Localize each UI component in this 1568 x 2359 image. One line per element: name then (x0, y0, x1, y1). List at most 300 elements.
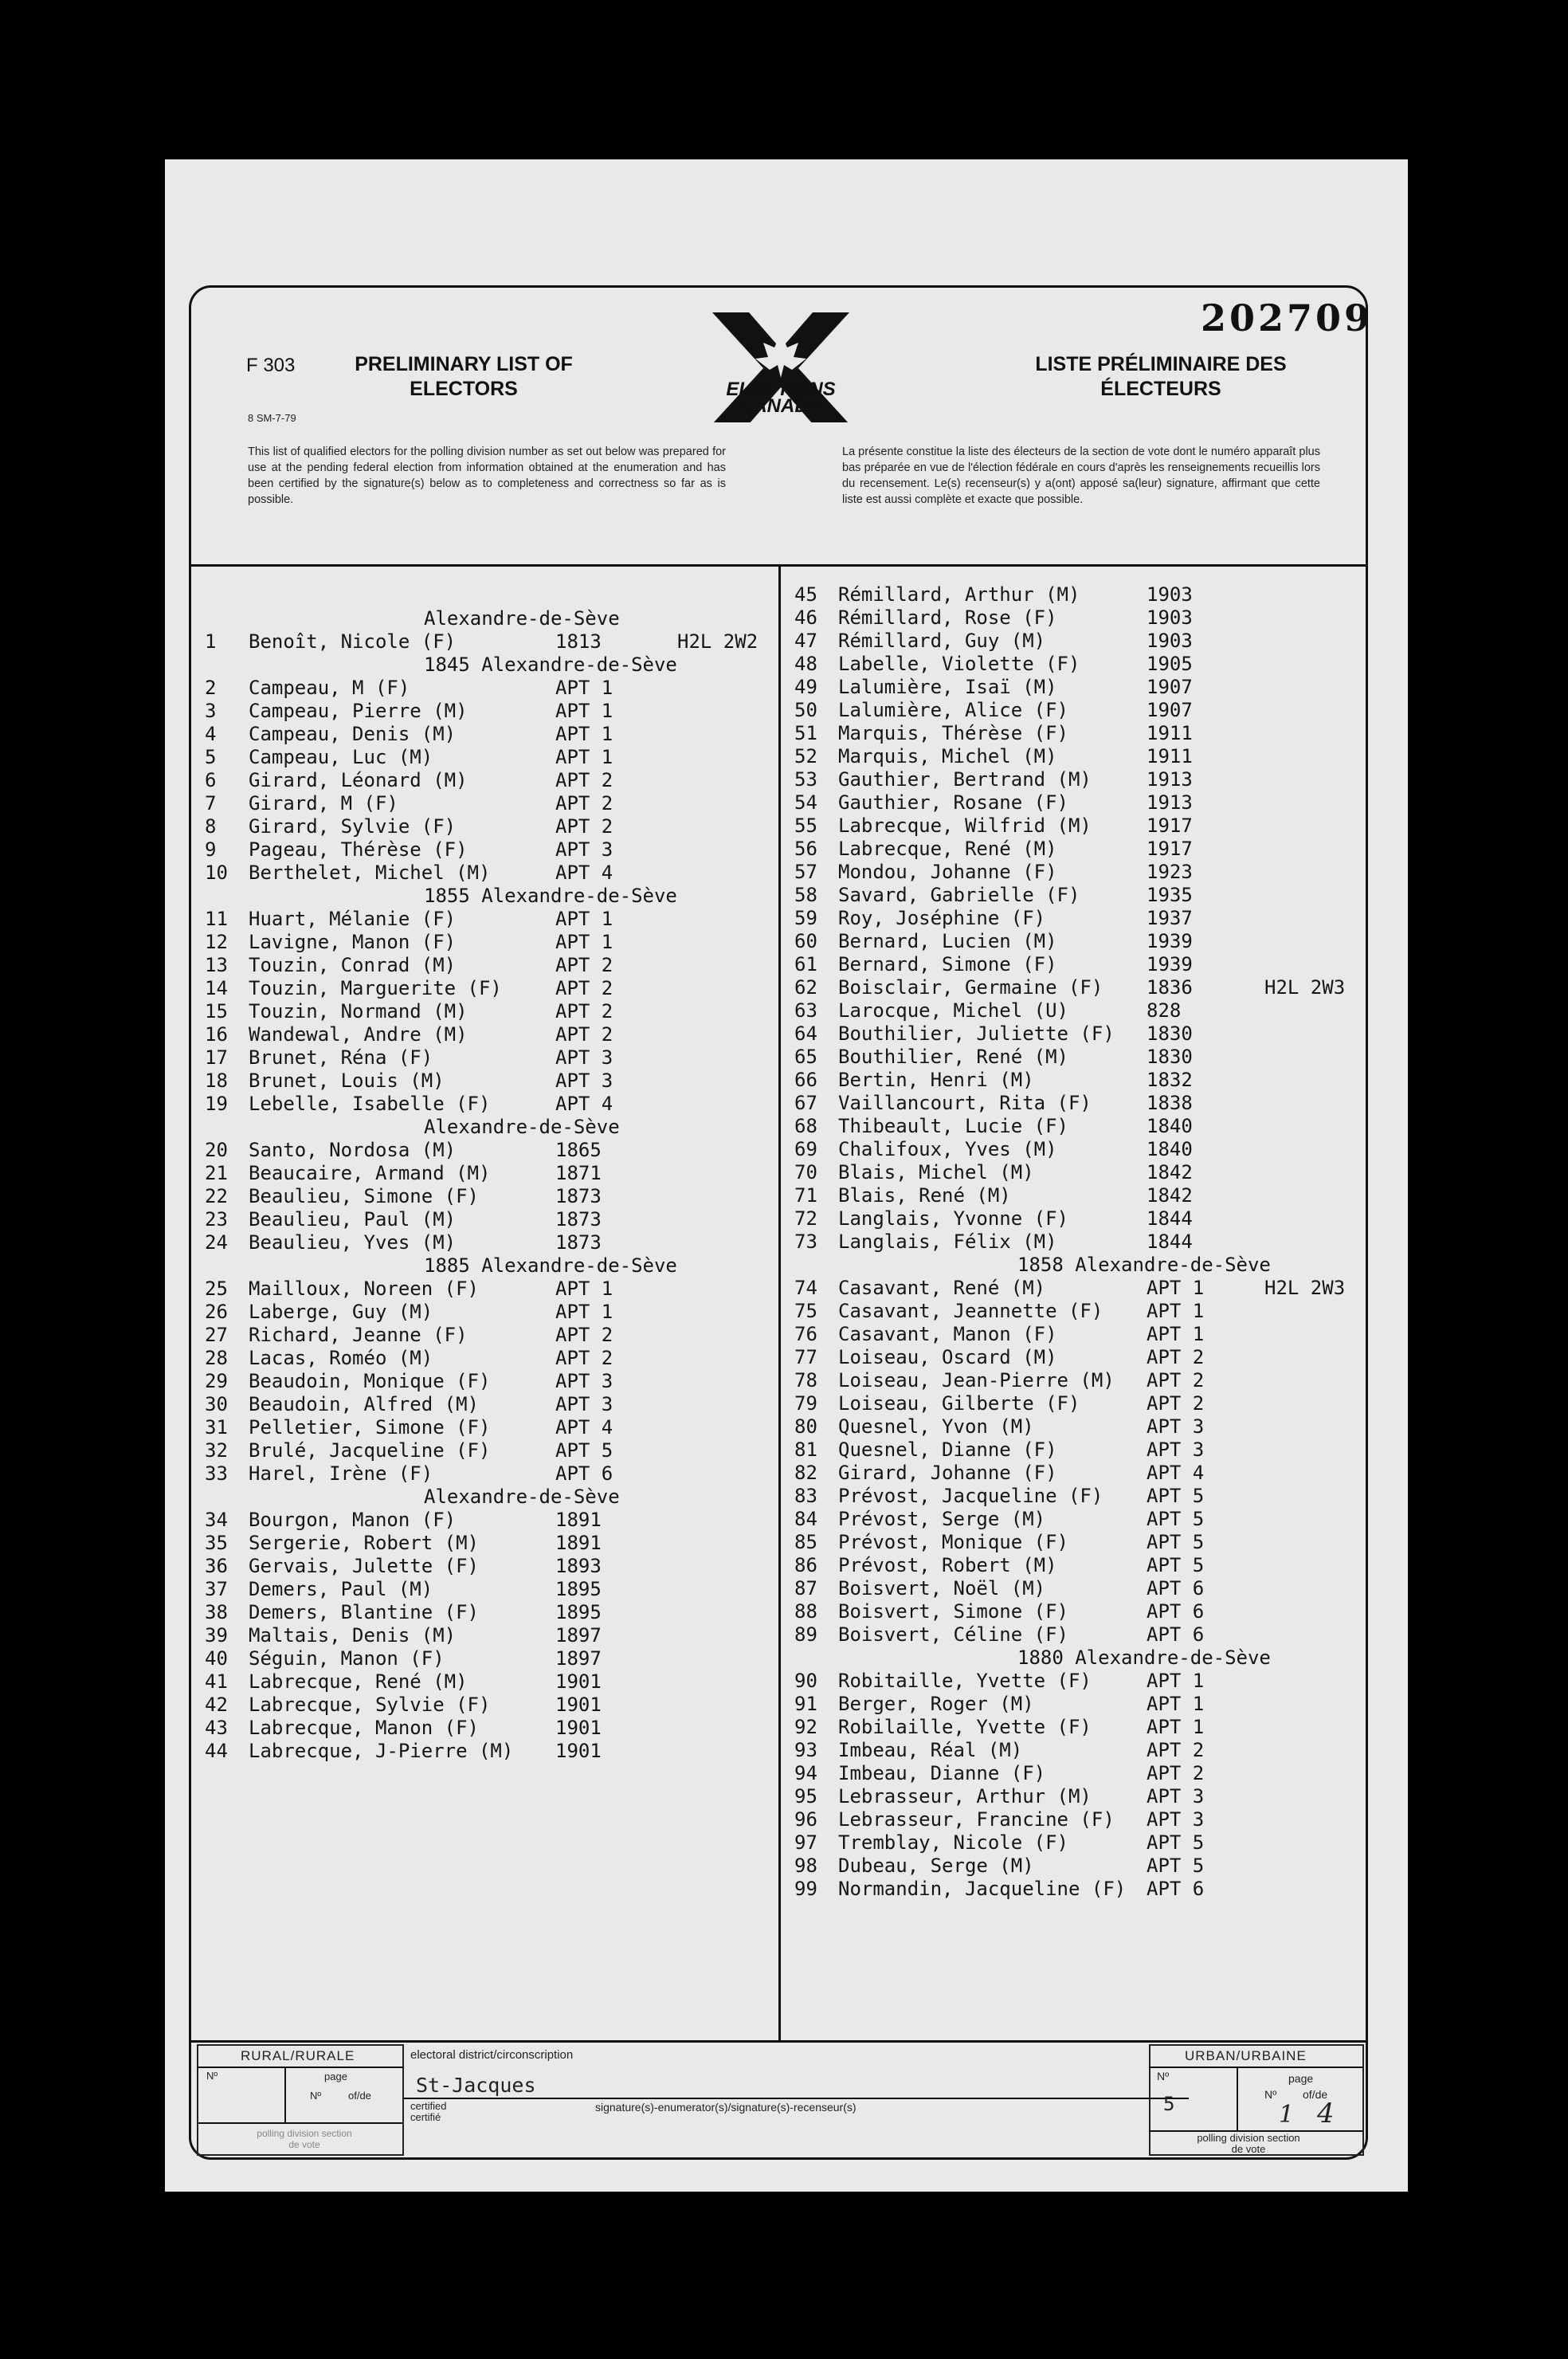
rural-rule-2 (197, 2122, 404, 2124)
urban-polling-label: polling division section de vote (1197, 2132, 1300, 2155)
elector-address: APT 3 (1147, 1808, 1205, 1831)
elector-address: APT 2 (555, 769, 613, 791)
elector-number: 88 (794, 1600, 817, 1623)
elector-name: Touzin, Conrad (M) (249, 954, 457, 976)
district-rule (404, 2098, 1189, 2099)
elector-address: APT 1 (555, 677, 613, 699)
elector-address: APT 3 (1147, 1785, 1205, 1808)
elector-address: APT 1 (1147, 1323, 1205, 1345)
elector-address: APT 1 (1147, 1716, 1205, 1738)
elector-name: Larocque, Michel (U) (838, 999, 1068, 1022)
elector-number: 44 (205, 1740, 228, 1762)
elector-number: 34 (205, 1509, 228, 1531)
elector-address: 1903 (1147, 583, 1193, 606)
elector-address: 1923 (1147, 861, 1193, 883)
elector-address: 1865 (555, 1139, 602, 1161)
elector-name: Campeau, M (F) (249, 677, 410, 699)
elector-name: Lebelle, Isabelle (F) (249, 1093, 491, 1115)
elector-address: APT 3 (555, 1070, 613, 1092)
rural-of-label: of/de (348, 2090, 371, 2102)
document-sheet (165, 159, 1408, 2192)
elector-name: Lavigne, Manon (F) (249, 931, 457, 953)
elector-number: 29 (205, 1370, 228, 1392)
elector-address: 1838 (1147, 1092, 1193, 1114)
serial-number: 202709 (1201, 296, 1374, 340)
elector-number: 79 (794, 1392, 817, 1415)
elector-address: APT 6 (1147, 1600, 1205, 1623)
elector-number: 73 (794, 1231, 817, 1253)
elector-name: Beaudoin, Alfred (M) (249, 1393, 479, 1415)
elector-name: Quesnel, Yvon (M) (838, 1415, 1034, 1438)
elector-number: 75 (794, 1300, 817, 1322)
elector-address: 1907 (1147, 699, 1193, 721)
elector-number: 38 (205, 1601, 228, 1623)
elector-address: APT 3 (555, 1393, 613, 1415)
elector-name: Lacas, Roméo (M) (249, 1347, 433, 1369)
elector-address: 1903 (1147, 606, 1193, 629)
elector-address: 1830 (1147, 1022, 1193, 1045)
postal-code: H2L 2W3 (1264, 1277, 1346, 1299)
elector-address: 1917 (1147, 814, 1193, 837)
elector-address: 1891 (555, 1509, 602, 1531)
elector-address: 1891 (555, 1532, 602, 1554)
street-heading: 1880 Alexandre-de-Sève (1017, 1647, 1271, 1669)
elector-name: Richard, Jeanne (F) (249, 1324, 468, 1346)
elector-name: Séguin, Manon (F) (249, 1647, 445, 1670)
elector-number: 11 (205, 908, 228, 930)
elector-name: Huart, Mélanie (F) (249, 908, 457, 930)
elector-name: Campeau, Denis (M) (249, 723, 457, 745)
elector-number: 16 (205, 1023, 228, 1046)
elector-name: Santo, Nordosa (M) (249, 1139, 457, 1161)
elector-number: 56 (794, 838, 817, 860)
urban-page-value: 1 (1279, 2101, 1295, 2129)
elector-number: 37 (205, 1578, 228, 1600)
elector-number: 22 (205, 1185, 228, 1207)
elector-name: Brulé, Jacqueline (F) (249, 1439, 491, 1462)
elector-name: Rémillard, Rose (F) (838, 606, 1057, 629)
elector-address: APT 2 (555, 1023, 613, 1046)
elector-address: 1840 (1147, 1115, 1193, 1137)
rural-page-label: page (324, 2071, 347, 2082)
elector-name: Tremblay, Nicole (F) (838, 1831, 1068, 1854)
elector-name: Rémillard, Arthur (M) (838, 583, 1080, 606)
elector-name: Prévost, Jacqueline (F) (838, 1485, 1103, 1507)
elector-address: 1911 (1147, 745, 1193, 767)
street-heading: Alexandre-de-Sève (424, 1116, 620, 1138)
elector-address: APT 1 (555, 746, 613, 768)
elector-address: 1917 (1147, 838, 1193, 860)
elector-name: Girard, Sylvie (F) (249, 815, 457, 838)
elector-address: APT 2 (1147, 1369, 1205, 1391)
urban-of-label: of/de (1303, 2088, 1328, 2101)
rural-page-no-label: Nº (310, 2090, 322, 2102)
elector-row (165, 1808, 1205, 1831)
elector-address: 1842 (1147, 1184, 1193, 1207)
elector-address: APT 2 (555, 815, 613, 838)
elector-name: Loiseau, Oscard (M) (838, 1346, 1057, 1368)
district-value: St-Jacques (416, 2074, 536, 2097)
elector-address: 1937 (1147, 907, 1193, 929)
elector-number: 27 (205, 1324, 228, 1346)
elector-number: 93 (794, 1739, 817, 1761)
elector-number: 97 (794, 1831, 817, 1854)
elector-name: Casavant, Jeannette (F) (838, 1300, 1103, 1322)
elector-name: Harel, Irène (F) (249, 1462, 433, 1485)
elector-address: APT 5 (1147, 1508, 1205, 1530)
elector-number: 51 (794, 722, 817, 744)
elector-name: Touzin, Marguerite (F) (249, 977, 502, 999)
elector-number: 96 (794, 1808, 817, 1831)
elector-address: APT 6 (1147, 1623, 1205, 1646)
postal-code: H2L 2W2 (677, 630, 759, 653)
elector-name: Labrecque, René (M) (838, 838, 1057, 860)
elector-name: Campeau, Pierre (M) (249, 700, 468, 722)
rural-split (284, 2067, 286, 2122)
elector-name: Bourgon, Manon (F) (249, 1509, 457, 1531)
elector-name: Bernard, Lucien (M) (838, 930, 1057, 952)
elector-name: Prévost, Robert (M) (838, 1554, 1057, 1576)
elector-row (165, 1647, 602, 1670)
elector-number: 90 (794, 1670, 817, 1692)
elector-name: Boisvert, Noël (M) (838, 1577, 1046, 1599)
elector-name: Demers, Blantine (F) (249, 1601, 479, 1623)
elector-name: Demers, Paul (M) (249, 1578, 433, 1600)
elector-number: 76 (794, 1323, 817, 1345)
elector-number: 62 (794, 976, 817, 999)
elector-number: 63 (794, 999, 817, 1022)
elector-number: 42 (205, 1694, 228, 1716)
elector-number: 67 (794, 1092, 817, 1114)
elector-name: Girard, Johanne (F) (838, 1462, 1057, 1484)
elector-address: APT 4 (555, 1093, 613, 1115)
elector-row (165, 1785, 1205, 1808)
elector-name: Boisvert, Simone (F) (838, 1600, 1068, 1623)
elector-row (165, 583, 1193, 606)
elector-name: Berthelet, Michel (M) (249, 862, 491, 884)
elector-name: Gauthier, Rosane (F) (838, 791, 1068, 814)
elector-address: APT 1 (555, 1278, 613, 1300)
elector-number: 77 (794, 1346, 817, 1368)
elector-name: Prévost, Serge (M) (838, 1508, 1046, 1530)
elector-row (165, 1878, 1205, 1900)
elector-address: 1893 (555, 1555, 602, 1577)
certified-label: certified certifié (410, 2100, 447, 2123)
elector-address: APT 4 (555, 1416, 613, 1439)
elector-number: 4 (205, 723, 217, 745)
elector-address: APT 2 (555, 792, 613, 814)
elector-address: APT 2 (1147, 1392, 1205, 1415)
elector-name: Labrecque, Sylvie (F) (249, 1694, 491, 1716)
elector-number: 82 (794, 1462, 817, 1484)
elector-number: 3 (205, 700, 217, 722)
elector-address: APT 5 (1147, 1531, 1205, 1553)
elector-number: 72 (794, 1207, 817, 1230)
elector-address: 1913 (1147, 768, 1193, 791)
elector-address: APT 1 (1147, 1670, 1205, 1692)
elector-name: Thibeault, Lucie (F) (838, 1115, 1068, 1137)
elector-name: Lebrasseur, Francine (F) (838, 1808, 1115, 1831)
elector-address: 1901 (555, 1740, 602, 1762)
elector-name: Pageau, Thérèse (F) (249, 838, 468, 861)
elector-name: Casavant, René (M) (838, 1277, 1046, 1299)
elector-name: Boisvert, Céline (F) (838, 1623, 1068, 1646)
elector-number: 49 (794, 676, 817, 698)
elector-name: Maltais, Denis (M) (249, 1624, 457, 1647)
form-number: F 303 (246, 355, 296, 376)
elector-name: Quesnel, Dianne (F) (838, 1439, 1057, 1461)
elector-number: 68 (794, 1115, 817, 1137)
elector-number: 83 (794, 1485, 817, 1507)
elector-number: 15 (205, 1000, 228, 1022)
elector-address: APT 5 (1147, 1831, 1205, 1854)
intro-french: La présente constitue la liste des électeurs de la section de vote dont le numéro apparaît plus bas préparée en vue de l'élection fédérale en cours d'après les renseignements recueillis lors du recensement. Le(s) recenseur(s) y a(ont) apposé sa(leur) signature, affirmant que cette liste est aussi complète et exacte que possible. (842, 446, 1320, 506)
elector-name: Langlais, Yvonne (F) (838, 1207, 1068, 1230)
elector-name: Lebrasseur, Arthur (M) (838, 1785, 1092, 1808)
elector-number: 60 (794, 930, 817, 952)
street-heading: 1845 Alexandre-de-Sève (424, 654, 677, 676)
elector-number: 2 (205, 677, 217, 699)
elector-name: Labrecque, Wilfrid (M) (838, 814, 1092, 837)
elector-address: 1895 (555, 1578, 602, 1600)
elector-name: Casavant, Manon (F) (838, 1323, 1057, 1345)
elector-number: 65 (794, 1046, 817, 1068)
column-divider (778, 564, 781, 2040)
elector-address: APT 2 (555, 1000, 613, 1022)
elector-number: 36 (205, 1555, 228, 1577)
elector-name: Lalumière, Isaï (M) (838, 676, 1057, 698)
elector-number: 1 (205, 630, 217, 653)
elector-address: 1840 (1147, 1138, 1193, 1160)
elector-number: 18 (205, 1070, 228, 1092)
elector-number: 89 (794, 1623, 817, 1646)
elector-number: 32 (205, 1439, 228, 1462)
elector-address: APT 5 (1147, 1855, 1205, 1877)
elector-name: Beaulieu, Simone (F) (249, 1185, 479, 1207)
elector-number: 99 (794, 1878, 817, 1900)
elector-address: APT 1 (555, 723, 613, 745)
urban-label: URBAN/URBAINE (1185, 2048, 1307, 2063)
elector-number: 57 (794, 861, 817, 883)
urban-no-label: Nº (1157, 2070, 1170, 2082)
urban-page-label: page (1288, 2072, 1314, 2085)
elector-address: 1901 (555, 1717, 602, 1739)
elector-number: 33 (205, 1462, 228, 1485)
elector-address: 1901 (555, 1694, 602, 1716)
elector-name: Roy, Joséphine (F) (838, 907, 1046, 929)
elector-address: APT 1 (1147, 1693, 1205, 1715)
elector-name: Gauthier, Bertrand (M) (838, 768, 1092, 791)
district-label: electoral district/circonscription (410, 2048, 574, 2062)
elector-number: 35 (205, 1532, 228, 1554)
elector-number: 50 (794, 699, 817, 721)
elector-number: 78 (794, 1369, 817, 1391)
elector-address: 1935 (1147, 884, 1193, 906)
elector-address: 1842 (1147, 1161, 1193, 1183)
elector-name: Benoît, Nicole (F) (249, 630, 457, 653)
elector-number: 39 (205, 1624, 228, 1647)
elector-row (165, 1762, 1205, 1784)
elector-name: Campeau, Luc (M) (249, 746, 433, 768)
elector-name: Wandewal, Andre (M) (249, 1023, 468, 1046)
elector-name: Normandin, Jacqueline (F) (838, 1878, 1127, 1900)
street-heading: 1885 Alexandre-de-Sève (424, 1254, 677, 1277)
elector-name: Girard, M (F) (249, 792, 398, 814)
elector-number: 92 (794, 1716, 817, 1738)
elector-number: 20 (205, 1139, 228, 1161)
elector-address: APT 1 (1147, 1300, 1205, 1322)
elector-number: 81 (794, 1439, 817, 1461)
elector-number: 95 (794, 1785, 817, 1808)
elector-number: 5 (205, 746, 217, 768)
elector-name: Mailloux, Noreen (F) (249, 1278, 479, 1300)
elector-name: Vaillancourt, Rita (F) (838, 1092, 1092, 1114)
elector-name: Blais, Michel (M) (838, 1161, 1034, 1183)
elector-address: 1871 (555, 1162, 602, 1184)
urban-page-no-label: Nº (1264, 2088, 1277, 2101)
elector-name: Beaucaire, Armand (M) (249, 1162, 491, 1184)
elector-address: APT 1 (555, 908, 613, 930)
elector-number: 7 (205, 792, 217, 814)
elector-address: 1897 (555, 1647, 602, 1670)
elector-address: APT 2 (1147, 1739, 1205, 1761)
rural-polling-label: polling division section de vote (257, 2128, 352, 2150)
elector-number: 12 (205, 931, 228, 953)
elector-name: Loiseau, Jean-Pierre (M) (838, 1369, 1115, 1391)
street-heading: Alexandre-de-Sève (424, 1486, 620, 1508)
elector-name: Loiseau, Gilberte (F) (838, 1392, 1080, 1415)
elector-name: Sergerie, Robert (M) (249, 1532, 479, 1554)
elector-number: 54 (794, 791, 817, 814)
elector-number: 66 (794, 1069, 817, 1091)
intro-english: This list of qualified electors for the polling division number as set out below was prepared for use at the pending federal election from information obtained at the enumeration and has been certified by the signature(s) below as to completeness and correctness so far as is possible. (248, 446, 726, 506)
elector-address: 1836 (1147, 976, 1193, 999)
elector-address: 1895 (555, 1601, 602, 1623)
form-code: 8 SM-7-79 (248, 412, 296, 424)
elector-number: 47 (794, 630, 817, 652)
elector-name: Imbeau, Dianne (F) (838, 1762, 1046, 1784)
elector-address: APT 2 (1147, 1762, 1205, 1784)
elector-number: 58 (794, 884, 817, 906)
elector-address: APT 6 (1147, 1878, 1205, 1900)
elector-number: 69 (794, 1138, 817, 1160)
elector-number: 71 (794, 1184, 817, 1207)
urban-rule (1149, 2067, 1364, 2068)
elector-address: APT 4 (1147, 1462, 1205, 1484)
elector-name: Lalumière, Alice (F) (838, 699, 1068, 721)
elector-address: APT 2 (555, 954, 613, 976)
elector-address: APT 1 (555, 1301, 613, 1323)
elector-name: Berger, Roger (M) (838, 1693, 1034, 1715)
elector-address: APT 2 (555, 1324, 613, 1346)
elector-address: 1901 (555, 1670, 602, 1693)
elector-address: APT 2 (555, 977, 613, 999)
elector-name: Beaudoin, Monique (F) (249, 1370, 491, 1392)
elector-name: Bouthilier, René (M) (838, 1046, 1068, 1068)
elector-name: Boisclair, Germaine (F) (838, 976, 1103, 999)
urban-no-value: 5 (1163, 2093, 1175, 2115)
elector-number: 6 (205, 769, 217, 791)
elector-name: Prévost, Monique (F) (838, 1531, 1068, 1553)
title-english: PRELIMINARY LIST OF ELECTORS (355, 353, 573, 400)
title-french: LISTE PRÉLIMINAIRE DES ÉLECTEURS (1035, 353, 1287, 400)
elector-name: Girard, Léonard (M) (249, 769, 468, 791)
elector-number: 53 (794, 768, 817, 791)
elector-address: 1907 (1147, 676, 1193, 698)
elector-number: 80 (794, 1415, 817, 1438)
elector-name: Labrecque, Manon (F) (249, 1717, 479, 1739)
elector-number: 10 (205, 862, 228, 884)
elector-number: 70 (794, 1161, 817, 1183)
elector-name: Brunet, Louis (M) (249, 1070, 445, 1092)
elector-number: 26 (205, 1301, 228, 1323)
elector-address: APT 3 (1147, 1439, 1205, 1461)
elector-number: 8 (205, 815, 217, 838)
elector-number: 85 (794, 1531, 817, 1553)
elector-address: 1830 (1147, 1046, 1193, 1068)
logo-wordmark: ELECTIONS CANADA (726, 379, 836, 417)
elector-name: Mondou, Johanne (F) (838, 861, 1057, 883)
elector-name: Blais, René (M) (838, 1184, 1011, 1207)
elector-number: 46 (794, 606, 817, 629)
elector-number: 59 (794, 907, 817, 929)
elector-address: APT 2 (1147, 1346, 1205, 1368)
elector-number: 94 (794, 1762, 817, 1784)
elector-address: APT 3 (555, 1046, 613, 1069)
elector-name: Touzin, Normand (M) (249, 1000, 468, 1022)
elector-number: 23 (205, 1208, 228, 1231)
elector-name: Dubeau, Serge (M) (838, 1855, 1034, 1877)
elector-name: Langlais, Félix (M) (838, 1231, 1057, 1253)
elector-name: Pelletier, Simone (F) (249, 1416, 491, 1439)
elector-name: Marquis, Michel (M) (838, 745, 1057, 767)
elector-name: Robilaille, Yvette (F) (838, 1716, 1092, 1738)
elector-address: APT 3 (555, 1370, 613, 1392)
elector-address: APT 5 (1147, 1485, 1205, 1507)
elector-number: 31 (205, 1416, 228, 1439)
elector-number: 55 (794, 814, 817, 837)
elector-number: 41 (205, 1670, 228, 1693)
elector-number: 21 (205, 1162, 228, 1184)
elector-name: Rémillard, Guy (M) (838, 630, 1046, 652)
elector-name: Imbeau, Réal (M) (838, 1739, 1023, 1761)
elector-name: Brunet, Réna (F) (249, 1046, 433, 1069)
elector-number: 28 (205, 1347, 228, 1369)
signature-label: signature(s)-enumerator(s)/signature(s)-recenseur(s) (595, 2101, 857, 2114)
elector-address: APT 6 (1147, 1577, 1205, 1599)
elector-row (165, 1831, 1205, 1854)
street-heading: 1858 Alexandre-de-Sève (1017, 1254, 1271, 1276)
elector-address: 1873 (555, 1231, 602, 1254)
elector-address: APT 6 (555, 1462, 613, 1485)
footer-divider (191, 2040, 1366, 2043)
elector-address: 1939 (1147, 930, 1193, 952)
elector-name: Bernard, Simone (F) (838, 953, 1057, 975)
elector-number: 30 (205, 1393, 228, 1415)
street-heading: 1855 Alexandre-de-Sève (424, 885, 677, 907)
elector-address: 1873 (555, 1208, 602, 1231)
elector-address: 1905 (1147, 653, 1193, 675)
elector-address: APT 2 (555, 1347, 613, 1369)
elector-number: 52 (794, 745, 817, 767)
elector-name: Labrecque, René (M) (249, 1670, 468, 1693)
elector-address: 1844 (1147, 1231, 1193, 1253)
elector-number: 91 (794, 1693, 817, 1715)
elector-name: Gervais, Julette (F) (249, 1555, 479, 1577)
elector-number: 17 (205, 1046, 228, 1069)
elector-name: Labrecque, J-Pierre (M) (249, 1740, 514, 1762)
elector-address: APT 1 (555, 700, 613, 722)
